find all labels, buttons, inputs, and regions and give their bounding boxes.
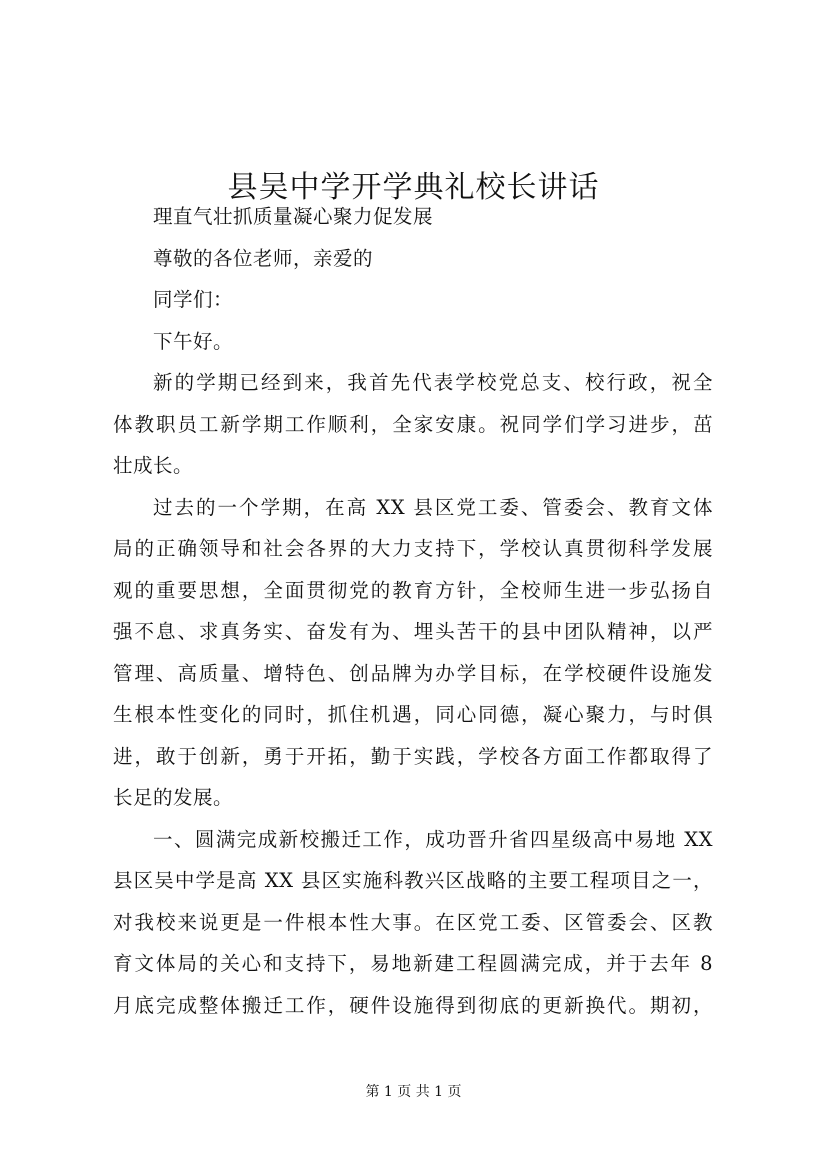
paragraph-line: 过去的一个学期，在高 XX 县区党工委、管委会、教育文体: [153, 495, 713, 519]
paragraph-line: 长足的发展。: [113, 786, 234, 809]
paragraph-line: 生根本性变化的同时，抓住机遇，同心同德，凝心聚力，与时俱: [113, 703, 713, 726]
paragraph-line: 强不息、求真务实、奋发有为、埋头苦干的县中团队精神，以严: [113, 620, 713, 643]
document-body: [113, 196, 713, 1026]
paragraph-line: 局的正确领导和社会各界的大力支持下，学校认真贯彻科学发展: [113, 537, 713, 560]
paragraph-line: 壮成长。: [113, 454, 194, 477]
paragraph-line: 体教职员工新学期工作顺利，全家安康。祝同学们学习进步，茁: [113, 412, 713, 436]
paragraph-line: 一、圆满完成新校搬迁工作，成功晋升省四星级高中易地 XX: [153, 827, 713, 851]
paragraph-line: 育文体局的关心和支持下，易地新建工程圆满完成，并于去年 8: [113, 952, 713, 975]
paragraph-line: 理直气壮抓质量凝心聚力促发展: [153, 205, 434, 228]
paragraph-line: 下午好。: [153, 329, 234, 353]
paragraph-line: 观的重要思想，全面贯彻党的教育方针，全校师生进一步弘扬自: [113, 578, 713, 602]
document-title: 县吴中学开学典礼校长讲话: [227, 170, 600, 206]
paragraph-line: 县区吴中学是高 XX 县区实施科教兴区战略的主要工程项目之一，: [113, 869, 713, 892]
paragraph-line: 尊敬的各位老师，亲爱的: [153, 246, 374, 270]
page-footer: 第 1 页 共 1 页: [365, 1084, 462, 1100]
paragraph-line: 管理、高质量、增特色、创品牌为办学目标，在学校硬件设施发: [113, 661, 713, 685]
paragraph-line: 同学们：: [153, 288, 234, 311]
paragraph-line: 对我校来说更是一件根本性大事。在区党工委、区管委会、区教: [113, 910, 713, 934]
paragraph-line: 进，敢于创新，勇于开拓，勤于实践，学校各方面工作都取得了: [113, 744, 713, 768]
paragraph-line: 月底完成整体搬迁工作，硬件设施得到彻底的更新换代。期初，: [113, 993, 713, 1017]
paragraph-line: 新的学期已经到来，我首先代表学校党总支、校行政，祝全: [153, 371, 713, 394]
